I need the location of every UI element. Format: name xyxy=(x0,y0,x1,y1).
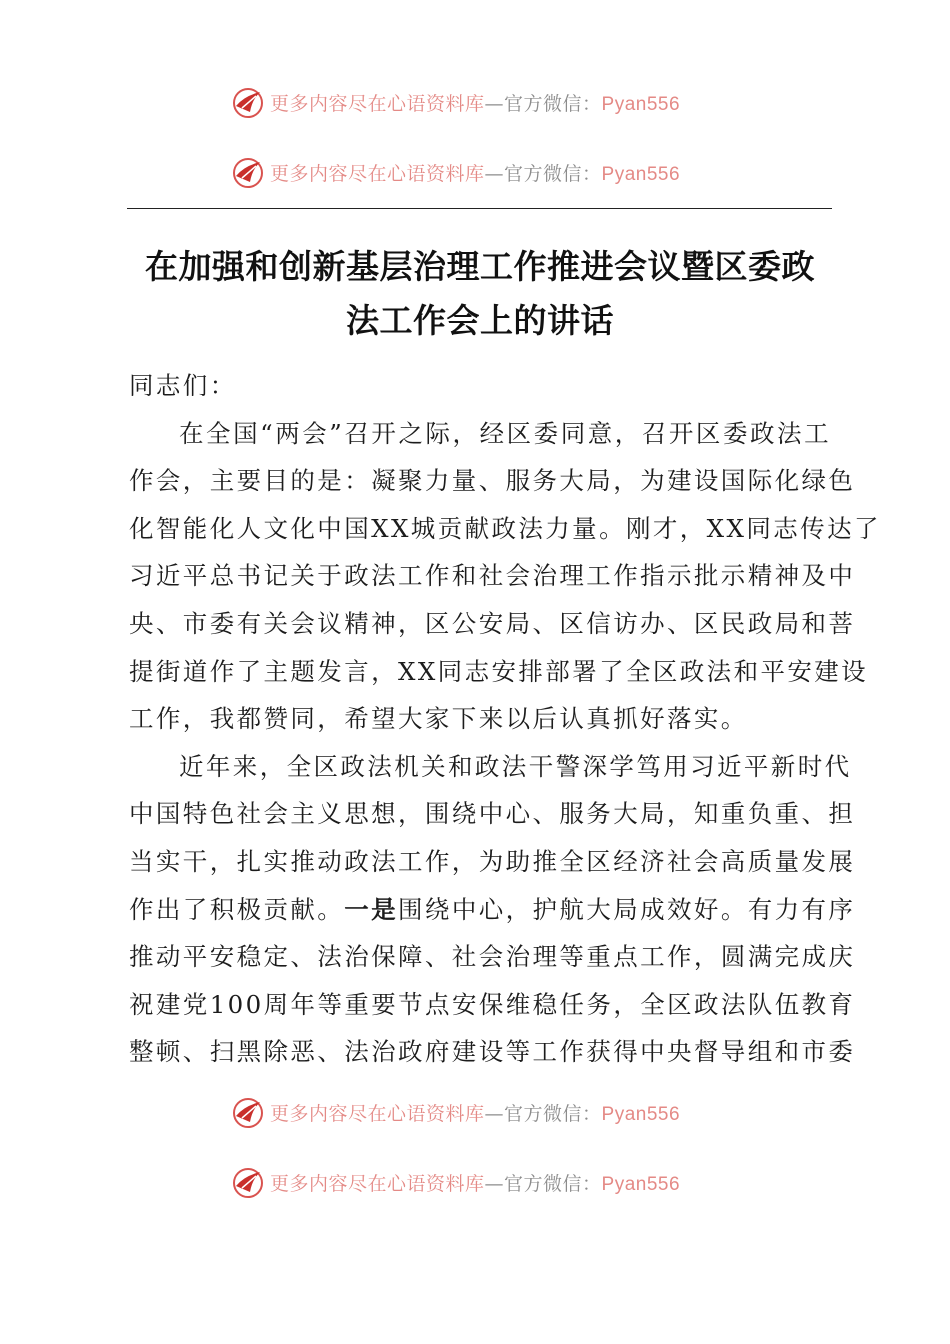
salutation: 同志们： xyxy=(129,371,237,400)
body-line: 中国特色社会主义思想，围绕中心、服务大局，知重负重、担 xyxy=(129,799,856,829)
title-line-2: 法工作会上的讲话 xyxy=(346,301,614,340)
body-line: 当实干，扎实推动政法工作，为助推全区经济社会高质量发展 xyxy=(129,846,856,876)
watermark-text: 更多内容尽在心语资料库—官方微信：Pyan556 xyxy=(270,92,681,115)
watermark-banner-top-2 xyxy=(230,152,680,192)
body-text: 围绕中心，护航大局成效好。有力有序 xyxy=(398,894,856,924)
header-divider xyxy=(127,208,832,209)
body-line: 工作，我都赞同，希望大家下来以后认真抓好落实。 xyxy=(129,704,748,734)
watermark-banner-bottom-1 xyxy=(230,1092,680,1132)
body-line: 祝建党100周年等重要节点安保维稳任务，全区政法队伍教育 xyxy=(129,989,856,1019)
pen-nib-logo-icon xyxy=(230,154,266,190)
body-line: 整顿、扫黑除恶、法治政府建设等工作获得中央督导组和市委 xyxy=(129,1037,856,1067)
body-text: 作出了积极贡献。 xyxy=(129,894,345,924)
watermark-banner-top-1 xyxy=(230,82,680,122)
body-line: 推动平安稳定、法治保障、社会治理等重点工作，圆满完成庆 xyxy=(129,942,856,972)
body-line: 化智能化人文化中国XX城贡献政法力量。刚才，XX同志传达了 xyxy=(129,513,881,543)
pen-nib-logo-icon xyxy=(230,1164,266,1200)
pen-nib-logo-icon xyxy=(230,1094,266,1130)
pen-nib-logo-icon xyxy=(230,84,266,120)
watermark-text: 更多内容尽在心语资料库—官方微信：Pyan556 xyxy=(270,162,681,185)
body-line: 央、市委有关会议精神，区公安局、区信访办、区民政局和菩 xyxy=(129,608,856,638)
bold-lead: 一是 xyxy=(344,894,399,924)
watermark-banner-bottom-2 xyxy=(230,1162,680,1202)
body-line: 近年来，全区政法机关和政法干警深学笃用习近平新时代 xyxy=(179,751,852,781)
body-line-mixed xyxy=(129,886,856,934)
body-line: 作会，主要目的是：凝聚力量、服务大局，为建设国际化绿色 xyxy=(129,466,856,496)
document-title xyxy=(120,240,840,348)
body-line: 提街道作了主题发言，XX同志安排部署了全区政法和平安建设 xyxy=(129,656,869,686)
body-line: 在全国“两会”召开之际，经区委同意，召开区委政法工 xyxy=(179,418,831,448)
title-line-1: 在加强和创新基层治理工作推进会议暨区委政 xyxy=(145,247,815,286)
document-body xyxy=(129,362,881,1076)
watermark-text: 更多内容尽在心语资料库—官方微信：Pyan556 xyxy=(270,1172,681,1195)
body-line: 习近平总书记关于政法工作和社会治理工作指示批示精神及中 xyxy=(129,561,856,591)
watermark-text: 更多内容尽在心语资料库—官方微信：Pyan556 xyxy=(270,1102,681,1125)
